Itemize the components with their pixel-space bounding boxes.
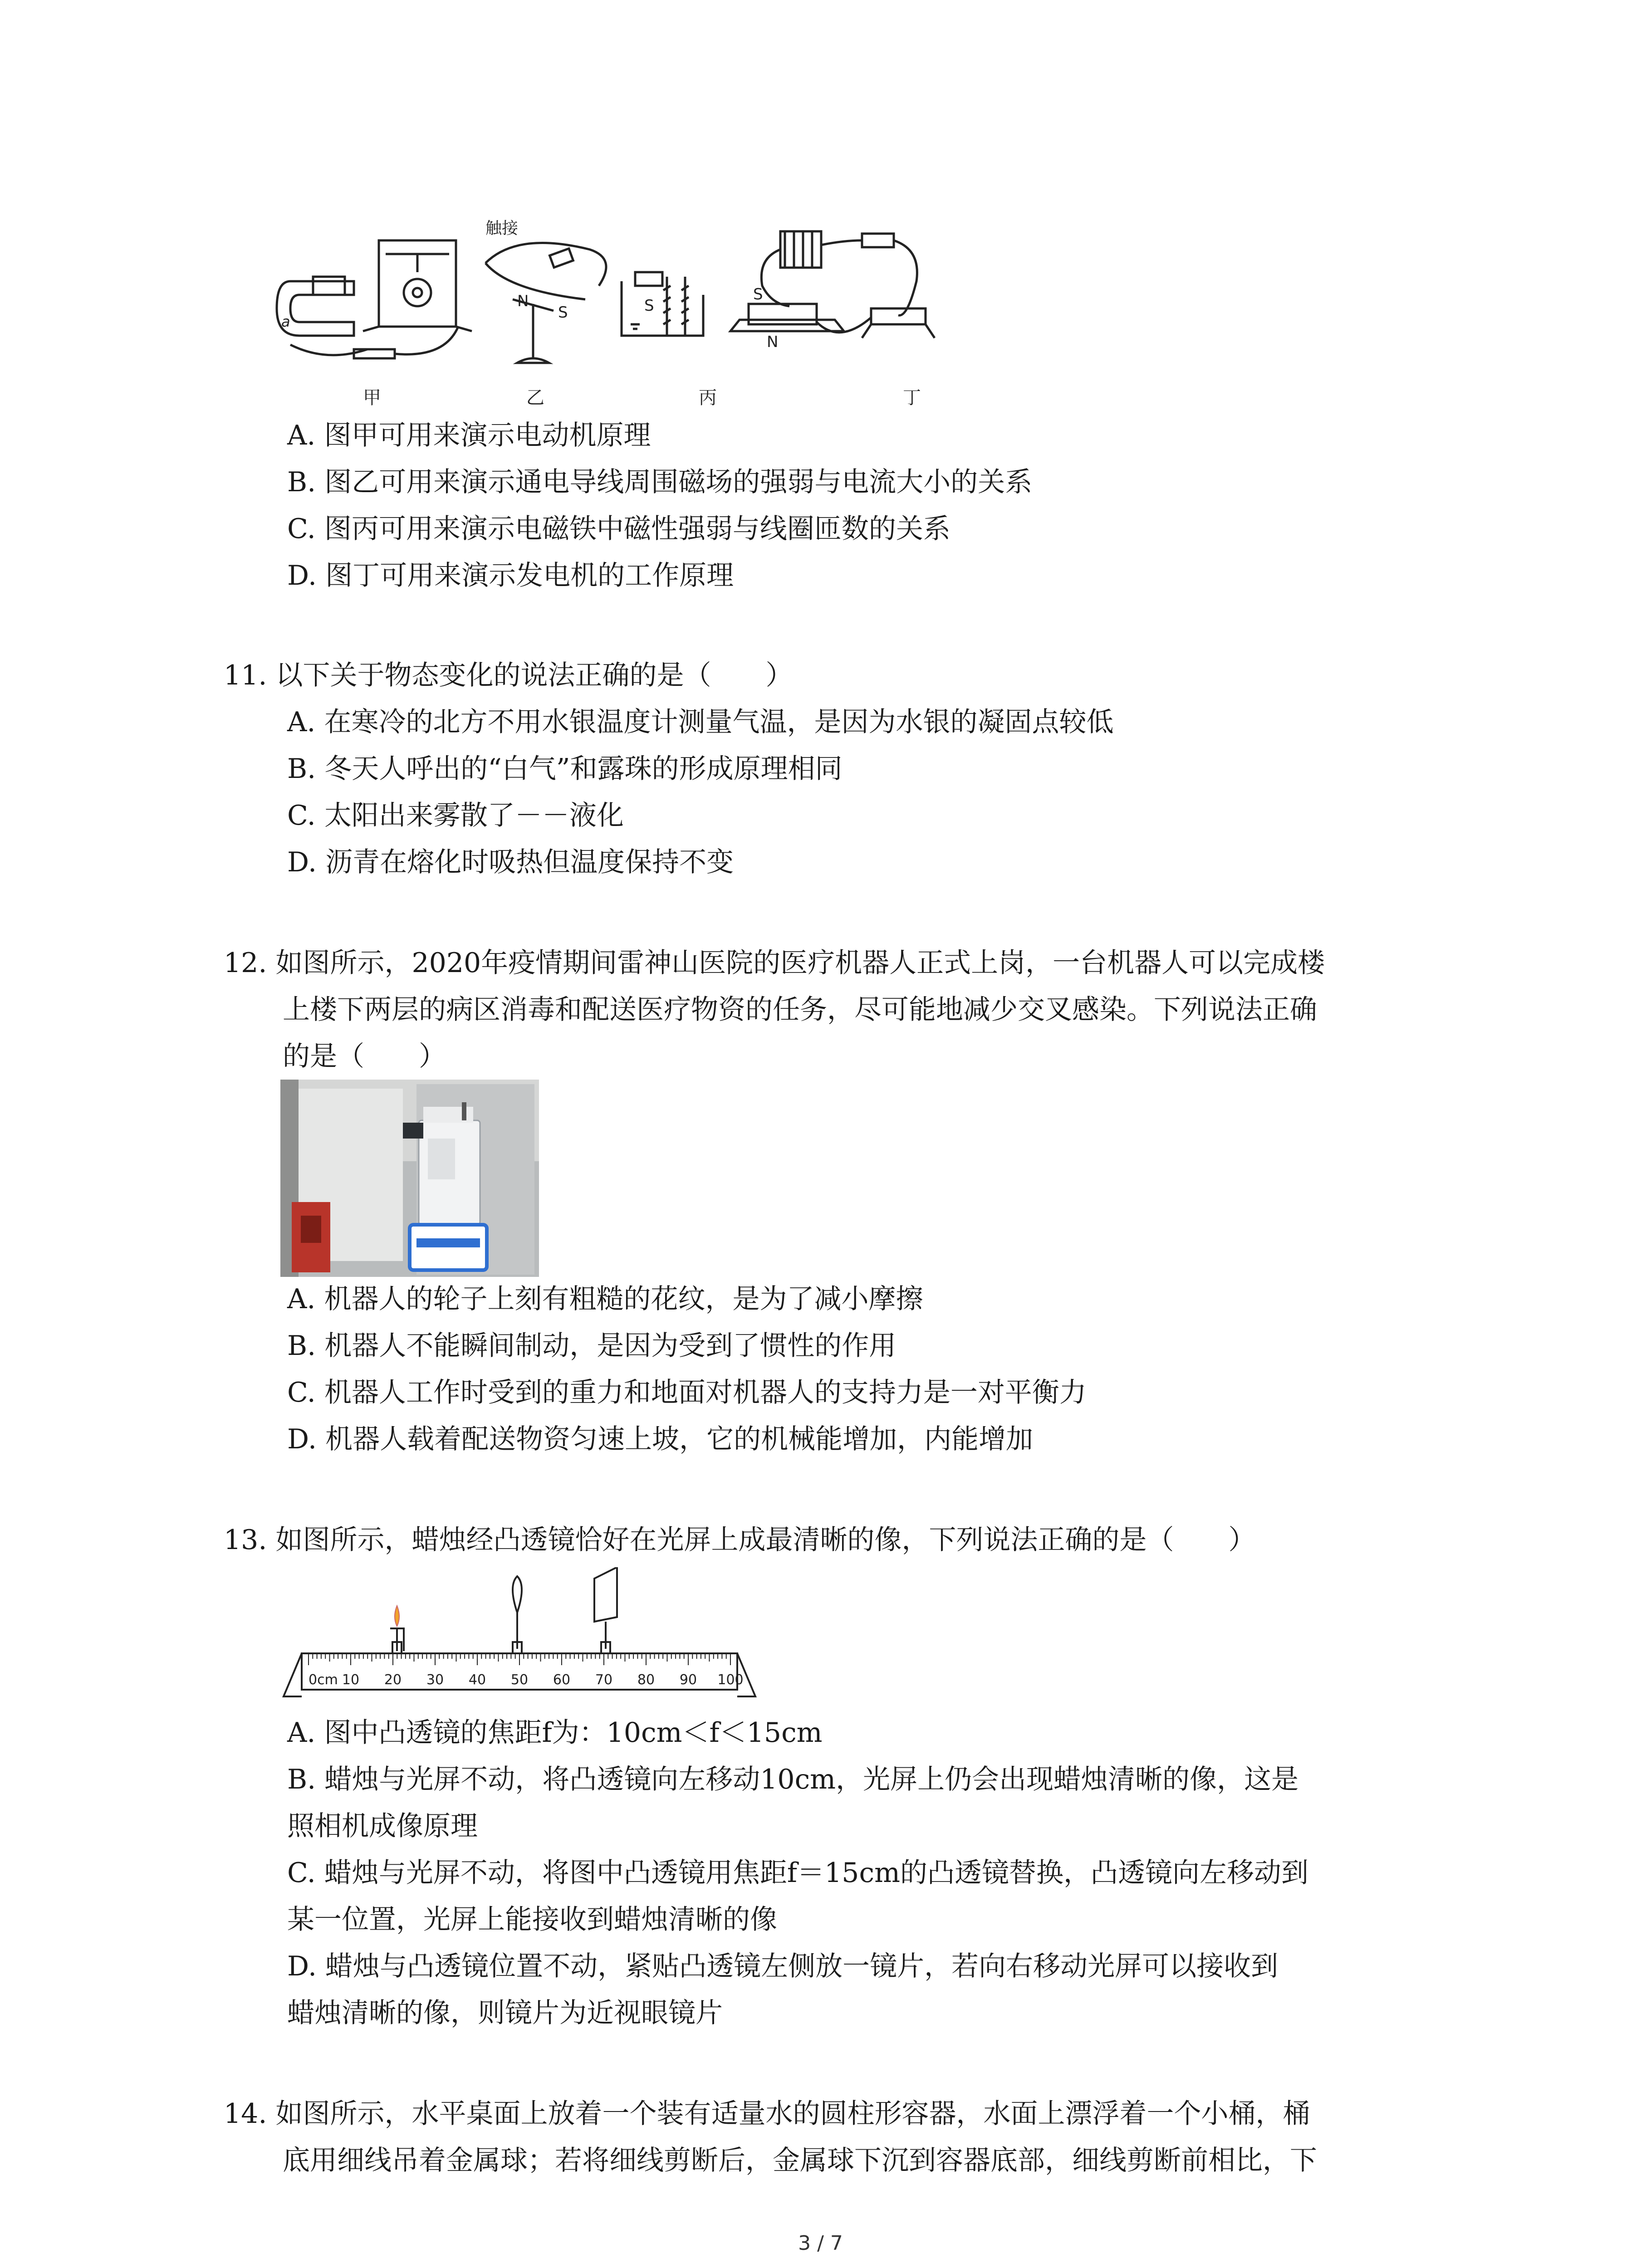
q12-stem-line3: 的是（ ） [283, 1041, 446, 1072]
pole-s-label-2: S [644, 297, 654, 315]
ruler-label: 50 [510, 1672, 529, 1688]
ruler-label: 70 [595, 1672, 613, 1688]
q12-option-d: D. 机器人载着配送物资匀速上坡，它的机械能增加，内能增加 [287, 1423, 1034, 1455]
q13-option-c-line1: C. 蜡烛与光屏不动，将图中凸透镜用焦距f＝15cm的凸透镜替换，凸透镜向左移动到 [287, 1857, 1308, 1889]
caption-yi: 乙 [526, 387, 544, 408]
q10-option-b: B. 图乙可用来演示通电导线周围磁场的强弱与电流大小的关系 [287, 466, 1033, 498]
q13-option-b-line2: 照相机成像原理 [287, 1810, 478, 1842]
wire-a-label: a [281, 313, 290, 330]
ruler-label: 20 [384, 1672, 402, 1688]
caption-jia: 甲 [363, 387, 381, 408]
optical-bench-figure [281, 1567, 762, 1708]
ruler-label: 40 [468, 1672, 486, 1688]
q13-option-d-line2: 蜡烛清晰的像，则镜片为近视眼镜片 [287, 1997, 723, 2029]
ruler-label: 80 [637, 1672, 655, 1688]
touch-label: 触接 [485, 219, 519, 238]
pole-n-label: N [517, 292, 529, 310]
ruler-label: 60 [553, 1672, 571, 1688]
q13-stem: 13. 如图所示，蜡烛经凸透镜恰好在光屏上成最清晰的像，下列说法正确的是（ ） [224, 1524, 1256, 1556]
ruler-label: 30 [426, 1672, 444, 1688]
q11-option-b: B. 冬天人呼出的“白气”和露珠的形成原理相同 [287, 753, 843, 785]
q11-option-c: C. 太阳出来雾散了－－液化 [287, 800, 624, 831]
figure-yi-oersted-setup [485, 243, 606, 363]
ruler-label: 0cm [309, 1672, 338, 1688]
q13-option-b-line1: B. 蜡烛与光屏不动，将凸透镜向左移动10cm，光屏上仍会出现蜡烛清晰的像，这是 [287, 1764, 1299, 1795]
figure-ding-generator-setup [730, 231, 935, 338]
q11-stem: 11. 以下关于物态变化的说法正确的是（ ） [224, 660, 793, 691]
q14-stem-line2: 底用细线吊着金属球；若将细线剪断后，金属球下沉到容器底部，细线剪断前相比，下 [283, 2145, 1317, 2176]
q12-stem-line1: 12. 如图所示，2020年疫情期间雷神山医院的医疗机器人正式上岗，一台机器人可以完成楼 [224, 947, 1325, 979]
q13-option-d-line1: D. 蜡烛与凸透镜位置不动，紧贴凸透镜左侧放一镜片，若向右移动光屏可以接收到 [287, 1950, 1279, 1982]
q12-option-b: B. 机器人不能瞬间制动，是因为受到了惯性的作用 [287, 1330, 896, 1362]
q11-option-a: A. 在寒冷的北方不用水银温度计测量气温，是因为水银的凝固点较低 [287, 706, 1114, 738]
q10-option-c: C. 图丙可用来演示电磁铁中磁性强弱与线圈匝数的关系 [287, 513, 950, 545]
q12-stem-line2: 上楼下两层的病区消毒和配送医疗物资的任务，尽可能地减少交叉感染。下列说法正确 [283, 994, 1317, 1026]
caption-ding: 丁 [903, 387, 921, 408]
q12-option-c: C. 机器人工作时受到的重力和地面对机器人的支持力是一对平衡力 [287, 1377, 1087, 1408]
ruler-label: 100 [717, 1672, 744, 1688]
robot-photo [280, 1080, 539, 1277]
figure-jia-galvanometer-setup [277, 240, 472, 358]
q14-stem-line1: 14. 如图所示，水平桌面上放着一个装有适量水的圆柱形容器，水面上漂浮着一个小桶，桶 [224, 2098, 1310, 2130]
q13-option-a: A. 图中凸透镜的焦距f为：10cm＜f＜15cm [287, 1717, 823, 1749]
q11-option-d: D. 沥青在熔化时吸热但温度保持不变 [287, 846, 734, 878]
q12-option-a: A. 机器人的轮子上刻有粗糙的花纹，是为了减小摩擦 [287, 1283, 923, 1315]
pole-s-label-3: S [753, 285, 763, 303]
figure-10-experiments [272, 213, 998, 413]
ruler-label: 10 [342, 1672, 360, 1688]
figure-bing-electromagnet-setup [622, 272, 703, 336]
q10-option-a: A. 图甲可用来演示电动机原理 [287, 420, 651, 451]
caption-bing: 丙 [699, 387, 717, 408]
pole-s-label: S [558, 303, 568, 322]
q13-option-c-line2: 某一位置，光屏上能接收到蜡烛清晰的像 [287, 1904, 777, 1936]
q10-option-d: D. 图丁可用来演示发电机的工作原理 [287, 560, 734, 591]
ruler-label: 90 [679, 1672, 697, 1688]
page-number: 3 / 7 [798, 2232, 843, 2255]
pole-n-label-2: N [767, 333, 779, 351]
